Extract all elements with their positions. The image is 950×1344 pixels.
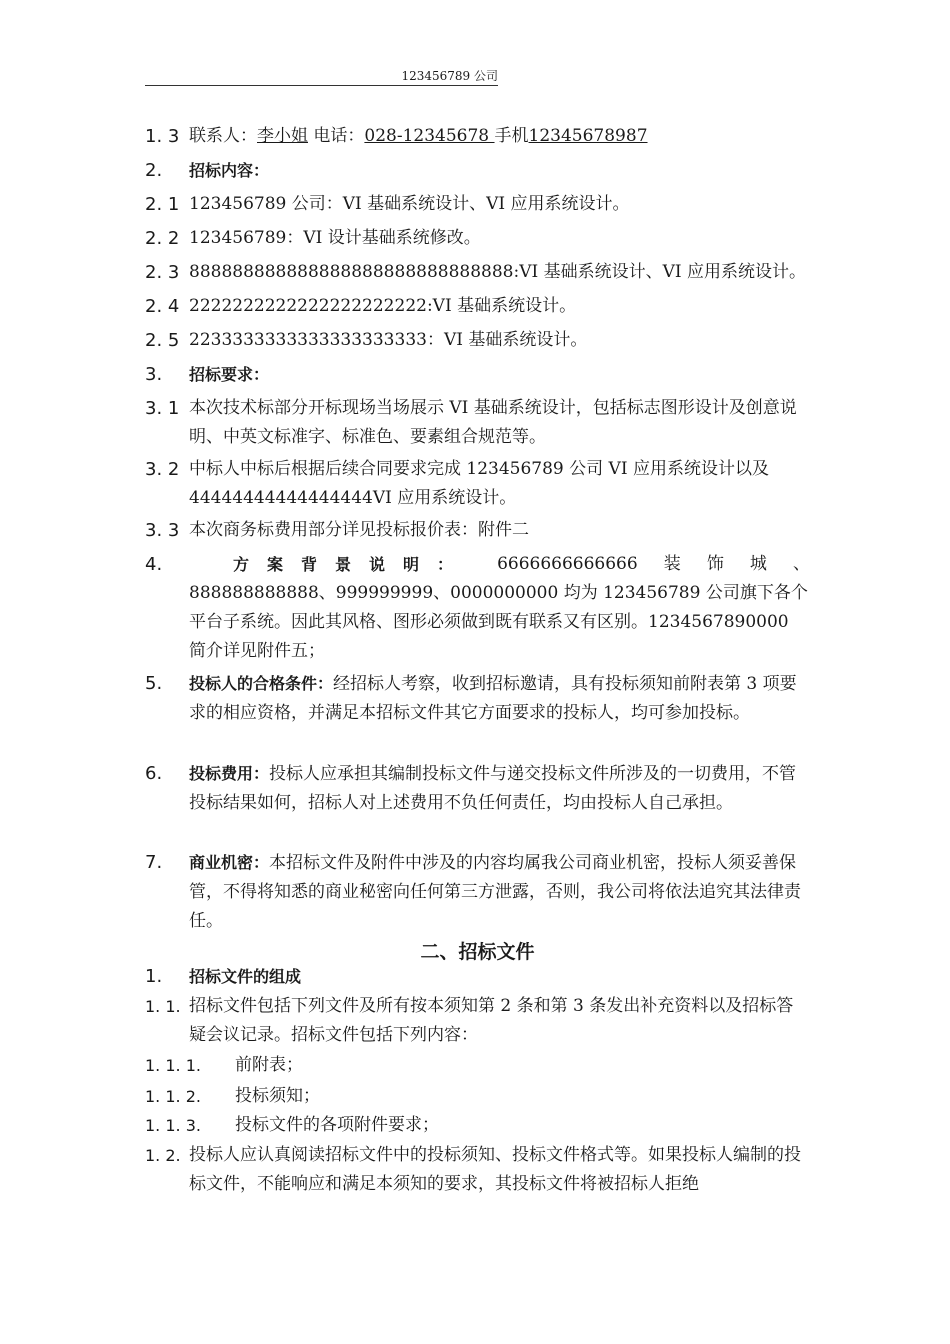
item-number: 2. 2 — [145, 228, 180, 249]
item-number: 1. 1. 1. — [145, 1056, 201, 1075]
item-text: 888888888888、999999999、0000000000 均为 123456789 公司旗下各个平台子系统。因此其风格、图形必须做到既有联系又有区别。1234567890000 简介详见附件五； — [189, 583, 808, 661]
list-item — [145, 1082, 810, 1111]
item-number: 1. 1. 3. — [145, 1116, 201, 1135]
item-number: 5. — [145, 673, 163, 694]
item-number: 7. — [145, 852, 163, 873]
item-text: 123456789：VI 设计基础系统修改。 — [189, 228, 481, 248]
list-item — [145, 394, 810, 452]
item-text: 城 — [749, 554, 767, 574]
item-text: 123456789 公司：VI 基础系统设计、VI 应用系统设计。 — [189, 194, 630, 214]
list-item — [145, 224, 810, 253]
phone-number: 028-12345678 — [364, 126, 495, 146]
list-item — [145, 292, 810, 321]
item-text: 投标须知； — [235, 1086, 320, 1106]
item-number: 3. 3 — [145, 520, 180, 541]
mobile-number: 12345678987 — [528, 126, 648, 146]
page-header: 123456789 公司 — [145, 68, 498, 86]
item-text: 本次商务标费用部分详见投标报价表：附件二 — [189, 520, 529, 540]
item-number: 3. 1 — [145, 398, 180, 419]
item-text: 2233333333333333333333：VI 基础系统设计。 — [189, 330, 588, 350]
list-item — [145, 992, 810, 1050]
item-text: 投标文件的各项附件要求； — [235, 1115, 439, 1135]
list-item — [145, 516, 810, 545]
list-item — [145, 190, 810, 219]
item-number: 1. — [145, 966, 163, 987]
item-text: 招标文件包括下列文件及所有按本须知第 2 条和第 3 条发出补充资料以及招标答疑会议记录。招标文件包括下列内容： — [189, 996, 794, 1045]
list-item — [145, 1051, 810, 1080]
item-heading: 招标内容： — [189, 161, 270, 180]
item-number: 2. 4 — [145, 296, 180, 317]
item-text: 经招标人考察，收到招标邀请，具有投标须知前附表第 3 项要求的相应资格，并满足本招标文件其它方面要求的投标人，均可参加投标。 — [189, 674, 797, 723]
mobile-label: 手机 — [494, 126, 529, 146]
item-number: 4. — [145, 554, 163, 575]
item-text: 饰 — [706, 554, 724, 574]
contact-name: 李小姐 — [257, 126, 308, 146]
item-heading: 商业机密： — [189, 853, 270, 872]
list-item — [145, 455, 810, 513]
item-number: 2. — [145, 160, 163, 181]
list-item — [145, 360, 810, 390]
item-text: 投标人应认真阅读招标文件中的投标须知、投标文件格式等。如果投标人编制的投标文件，不能响应和满足本须知的要求，其投标文件将被招标人拒绝 — [189, 1145, 801, 1194]
item-text: 本招标文件及附件中涉及的内容均属我公司商业机密，投标人须妥善保管，不得将知悉的商业秘密向任何第三方泄露，否则，我公司将依法追究其法律责任。 — [189, 853, 801, 931]
section-title: 二、招标文件 — [420, 941, 535, 963]
list-item — [145, 326, 810, 355]
item-number: 2. 1 — [145, 194, 180, 215]
contact-line — [145, 122, 810, 151]
item-number: 3. — [145, 364, 163, 385]
item-heading: 招标文件的组成 — [189, 967, 302, 986]
list-item — [145, 669, 810, 728]
item-text: 中标人中标后根据后续合同要求完成 123456789 公司 VI 应用系统设计以及 44444444444444444VI 应用系统设计。 — [189, 459, 769, 508]
list-item — [145, 962, 810, 992]
item-number: 1. 1. — [145, 997, 181, 1016]
item-text: 、 — [792, 554, 810, 574]
item-number: 6. — [145, 763, 163, 784]
list-item — [145, 759, 810, 818]
item-number: 3. 2 — [145, 459, 180, 480]
list-item — [145, 848, 810, 936]
justified-line — [189, 550, 810, 579]
item-heading: 投标人的合格条件： — [189, 674, 334, 693]
item-number: 2. 3 — [145, 262, 180, 283]
item-heading: 方案背景说明： — [233, 555, 472, 574]
item-number: 1. 3 — [145, 126, 180, 147]
item-heading: 投标费用： — [189, 764, 270, 783]
item-number: 1. 1. 2. — [145, 1087, 201, 1106]
contact-label: 联系人： — [189, 126, 257, 146]
list-item — [145, 550, 810, 666]
list-item — [145, 1141, 810, 1199]
item-text: 前附表； — [235, 1055, 303, 1075]
item-number: 1. 2. — [145, 1146, 181, 1165]
item-text: 本次技术标部分开标现场当场展示 VI 基础系统设计，包括标志图形设计及创意说明、中英文标准字、标准色、要素组合规范等。 — [189, 398, 797, 447]
item-number: 2. 5 — [145, 330, 180, 351]
list-item — [145, 258, 810, 287]
item-heading: 招标要求： — [189, 365, 270, 384]
item-text: 6666666666666 — [497, 554, 638, 574]
phone-label: 电话： — [308, 126, 365, 146]
item-text: 装 — [663, 554, 681, 574]
item-text: 888888888888888888888888888888:VI 基础系统设计、VI 应用系统设计。 — [189, 262, 806, 282]
item-text: 投标人应承担其编制投标文件与递交投标文件所涉及的一切费用，不管投标结果如何，招标人对上述费用不负任何责任，均由投标人自己承担。 — [189, 764, 797, 813]
list-item — [145, 156, 810, 186]
list-item — [145, 1111, 810, 1140]
item-text: 2222222222222222222222:VI 基础系统设计。 — [189, 296, 577, 316]
